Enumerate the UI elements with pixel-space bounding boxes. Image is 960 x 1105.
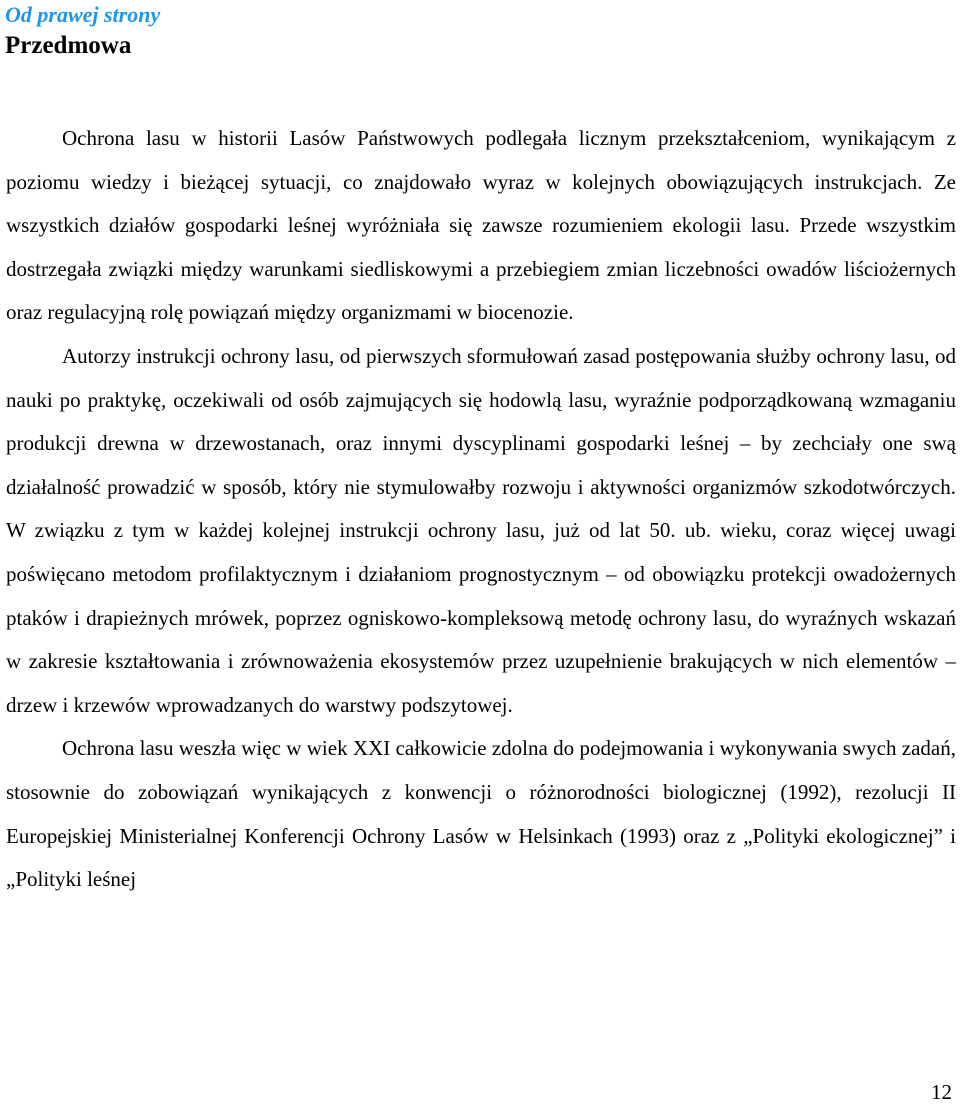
paragraph-3: Ochrona lasu weszła więc w wiek XXI całkowicie zdolna do podejmowania i wykonywania swych zadań, stosownie do zobowiązań wynikających z konwencji o różnorodności biologicznej (1992), rezolucji II Europejskiej Ministerialnej Konferencji Ochrony Lasów w Helsinkach (1993) oraz z „Polityki ekologicznej” i „Polityki leśnej xyxy=(6,736,956,892)
paragraph-1: Ochrona lasu w historii Lasów Państwowych podlegała licznym przekształceniom, wynikającym z poziomu wiedzy i bieżącej sytuacji, co znajdowało wyraz w kolejnych obowiązujących instrukcjach. Ze wszystkich działów gospodarki leśnej wyróżniała się zawsze rozumieniem ekologii lasu. Przede wszystkim dostrzegała związki między warunkami siedliskowymi a przebiegiem zmian liczebności owadów liściożernych oraz regulacyjną rolę powiązań między organizmami w biocenozie. xyxy=(6,126,956,325)
section-kicker: Od prawej strony xyxy=(5,2,161,27)
document-body xyxy=(6,117,956,902)
paragraph-2: Autorzy instrukcji ochrony lasu, od pierwszych sformułowań zasad postępowania służby ochrony lasu, od nauki po praktykę, oczekiwali od osób zajmujących się hodowlą lasu, wyraźnie podporządkowaną wzmaganiu produkcji drewna w drzewostanach, oraz innymi dyscyplinami gospodarki leśnej – by zechciały one swą działalność prowadzić w sposób, który nie stymulowałby rozwoju i aktywności organizmów szkodotwórczych. W związku z tym w każdej kolejnej instrukcji ochrony lasu, już od lat 50. ub. wieku, coraz więcej uwagi poświęcano metodom profilaktycznym i działaniom prognostycznym – od obowiązku protekcji owadożernych ptaków i drapieżnych mrówek, poprzez ogniskowo-kompleksową metodę ochrony lasu, do wyraźnych wskazań w zakresie kształtowania i zrównoważenia ekosystemów przez uzupełnienie brakujących w nich elementów – drzew i krzewów wprowadzanych do warstwy podszytowej. xyxy=(6,343,956,717)
page-number: 12 xyxy=(931,1080,952,1104)
page-title: Przedmowa xyxy=(5,32,132,59)
